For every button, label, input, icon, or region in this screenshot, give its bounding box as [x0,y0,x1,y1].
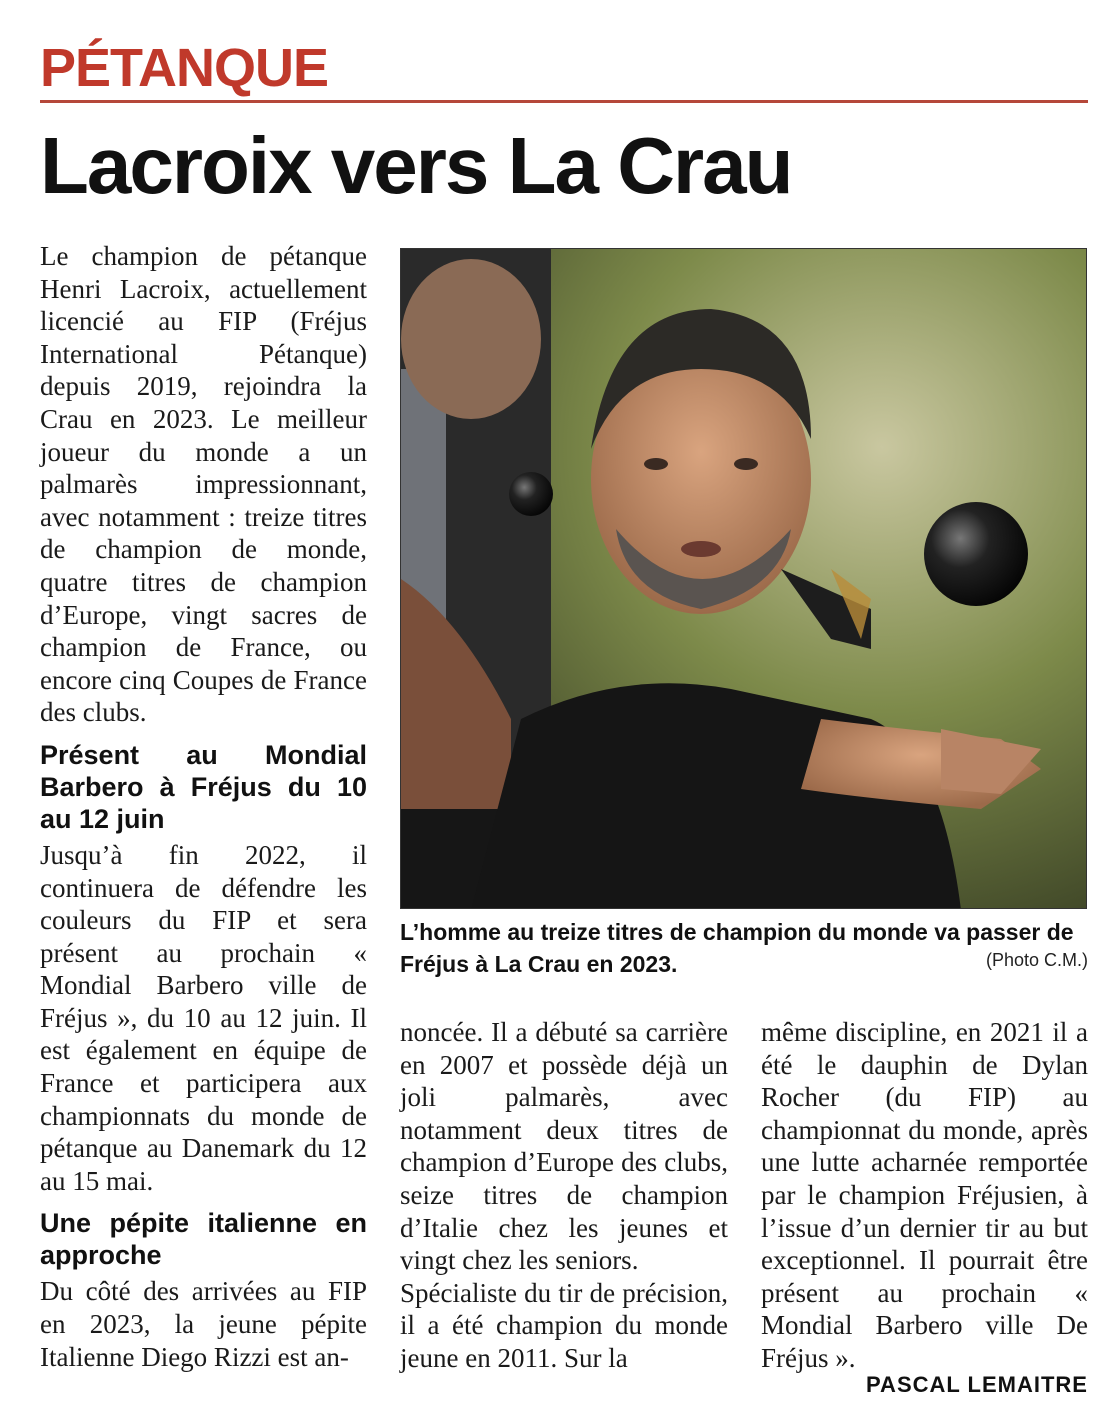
article-photo [400,248,1087,909]
photo-caption: L’homme au treize titres de champion du monde va passer de Fréjus à La Crau en 2023. [400,919,1074,977]
subheading-italienne: Une pépite italienne en approche [40,1208,367,1271]
photo-credit: (Photo C.M.) [985,950,1088,970]
paragraph-4: noncée. Il a débuté sa carrière en 2007 et possède déjà un joli palmarès, avec notamment deux titres de champion d’Europe des clubs, seize titres de champion d’Italie chez les jeunes et vingt chez les seniors. [400,1017,728,1276]
article-column-3 [761,1016,1088,1375]
article-headline: Lacroix vers La Crau [40,121,792,210]
intro-paragraph: Le champion de pétanque Henri Lacroix, actuellement licencié au FIP (Fréjus International Pétanque) depuis 2019, rejoindra la Crau en 2023. Le meilleur joueur du monde a un palmarès impressionnant, avec notamment : treize titres de champion de monde, quatre titres de champion d’Europe, vingt sacres de champion de France, ou encore cinq Coupes de France des clubs. [40,241,367,728]
author-byline: PASCAL LEMAITRE [866,1372,1088,1397]
subheading-mondial: Présent au Mondial Barbero à Fréjus du 10 au 12 juin [40,739,367,834]
paragraph-3: Du côté des arrivées au FIP en 2023, la jeune pépite Italienne Diego Rizzi est an- [40,1276,367,1372]
paragraph-5: Spécialiste du tir de précision, il a été champion du monde jeune en 2011. Sur la [400,1277,728,1373]
petanque-player-photo [401,249,1087,909]
paragraph-2: Jusqu’à fin 2022, il continuera de défendre les couleurs du FIP et sera présent au prochain « Mondial Barbero ville de Fréjus », du 10 au 12 juin. Il est également en équipe de France et participera aux championnats du monde de pétanque au Danemark du 12 au 15 mai. [40,839,367,1196]
article-column-2 [400,1016,728,1375]
section-rubric: PÉTANQUE [40,38,329,98]
article-column-1 [40,240,367,1373]
paragraph-6: même discipline, en 2021 il a été le dauphin de Dylan Rocher (du FIP) au championnat du monde, après une lutte acharnée remportée par le champion Fréjusien, à l’issue d’un dernier tir au but exceptionnel. Il pourrait être présent au prochain « Mondial Barbero ville De Fréjus ». [761,1017,1088,1373]
section-rule [40,100,1088,103]
